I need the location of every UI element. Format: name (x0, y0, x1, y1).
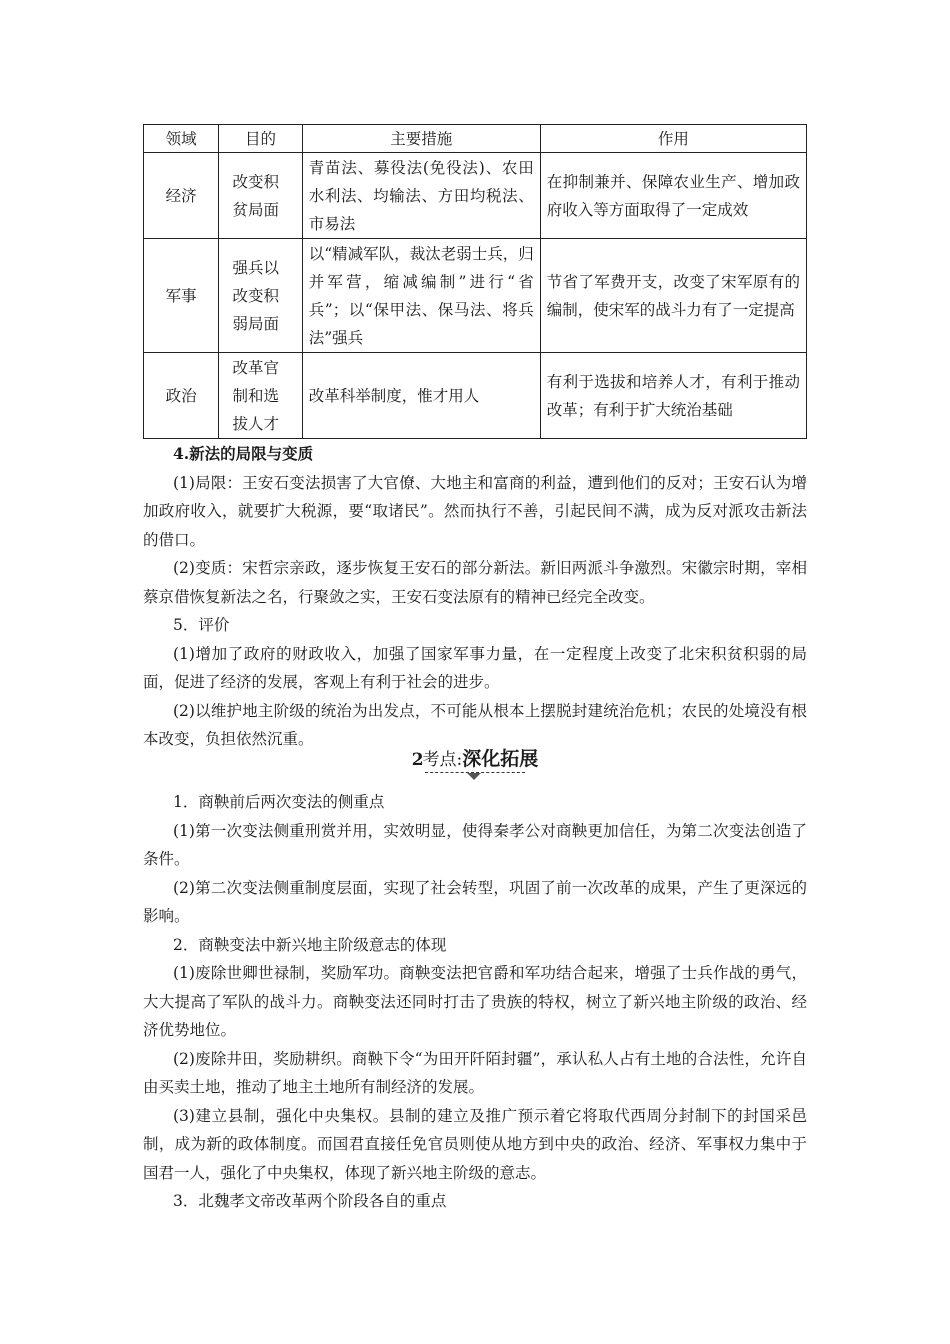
cell-measures: 青苗法、募役法(免役法)、农田水利法、均输法、方田均税法、市易法 (302, 153, 540, 239)
paragraph: (1)第一次变法侧重刑赏并用，实效明显，使得秦孝公对商鞅更加信任，为第二次变法创造了条件。 (143, 821, 807, 868)
cell-field: 经济 (144, 153, 219, 239)
cell-purpose (219, 353, 302, 439)
paragraph: (1)增加了政府的财政收入，加强了国家军事力量，在一定程度上改变了北宋积贫积弱的局面，促进了经济的发展，客观上有利于社会的进步。 (143, 644, 807, 691)
table-header-row (144, 125, 807, 153)
section-number: 2 (411, 750, 423, 770)
cell-purpose-text: 强兵以改变积弱局面 (232, 258, 280, 333)
cell-effect: 节省了军费开支，改变了宋军原有的编制，使宋军的战斗力有了一定提高 (540, 239, 806, 353)
cell-purpose (219, 239, 302, 353)
cell-effect: 在抑制兼并、保障农业生产、增加政府收入等方面取得了一定成效 (540, 153, 806, 239)
section-label: 考点: (422, 750, 463, 770)
paragraph: (1)废除世卿世禄制，奖励军功。商鞅变法把官爵和军功结合起来，增强了士兵作战的勇气，大大提高了军队的战斗力。商鞅变法还同时打击了贵族的特权，树立了新兴地主阶级的政治、经济优势地位。 (143, 964, 807, 1039)
heading-limitations (143, 440, 807, 469)
heading-evaluation: 5．评价 (173, 616, 230, 634)
cell-effect: 有利于选拔和培养人才，有利于推动改革；有利于扩大统治基础 (540, 353, 806, 439)
paragraph: (3)建立县制，强化中央集权。县制的建立及推广预示着它将取代西周分封制下的封国采邑制，成为新的政体制度。而国君直接任免官员则使从地方到中央的政治、经济、军事权力集中于国君一人，强化了中央集权，体现了新兴地主阶级的意志。 (143, 1106, 807, 1182)
section-heading: 深化拓展 (462, 748, 539, 770)
heading-shang-yang-focus: 1．商鞅前后两次变法的侧重点 (173, 793, 385, 811)
heading-landlord-will: 2．商鞅变法中新兴地主阶级意志的体现 (173, 935, 447, 954)
paragraph: (1)局限：王安石变法损害了大官僚、大地主和富商的利益，遭到他们的反对；王安石认为增加政府收入，就要扩大税源，要“取诸民”。然而执行不善，引起民间不满，成为反对派攻击新法的借口。 (143, 473, 807, 549)
deepening-section (143, 788, 807, 1216)
cell-field: 军事 (144, 239, 219, 353)
triangle-down-icon (467, 773, 481, 780)
section-title (385, 744, 565, 784)
cell-field: 政治 (144, 353, 219, 439)
header-measures: 主要措施 (302, 125, 540, 153)
limitations-section (143, 440, 807, 754)
reform-table (143, 124, 807, 439)
paragraph: (2)废除井田，奖励耕织。商鞅下令“为田开阡陌封疆”，承认私人占有土地的合法性，允许自由买卖土地，推动了地主土地所有制经济的发展。 (143, 1049, 807, 1096)
cell-purpose-text: 改变积贫局面 (232, 172, 280, 219)
header-purpose: 目的 (219, 125, 302, 153)
table-row (144, 153, 807, 239)
cell-measures: 以“精减军队，裁汰老弱士兵，归并军营，缩减编制”进行“省兵”；以“保甲法、保马法、将兵法”强兵 (302, 239, 540, 353)
cell-purpose-text: 改革官制和选拔人才 (232, 358, 280, 433)
table-row (144, 239, 807, 353)
paragraph: (2)第二次变法侧重制度层面，实现了社会转型，巩固了前一次改革的成果，产生了更深远的影响。 (143, 878, 807, 925)
table-row (144, 353, 807, 439)
paragraph: (2)变质：宋哲宗亲政，逐步恢复王安石的部分新法。新旧两派斗争激烈。宋徽宗时期，宰相蔡京借恢复新法之名，行聚敛之实，王安石变法原有的精神已经完全改变。 (143, 559, 807, 606)
heading-xiaowen-reform: 3．北魏孝文帝改革两个阶段各自的重点 (173, 1192, 447, 1210)
cell-purpose (219, 153, 302, 239)
header-field: 领域 (144, 125, 219, 153)
cell-measures: 改革科举制度，惟才用人 (302, 353, 540, 439)
heading-limitations-text: 4.新法的局限与变质 (173, 444, 314, 463)
header-effect: 作用 (540, 125, 806, 153)
paragraph: (2)以维护地主阶级的统治为出发点，不可能从根本上摆脱封建统治危机；农民的处境没有根本改变，负担依然沉重。 (143, 701, 807, 748)
